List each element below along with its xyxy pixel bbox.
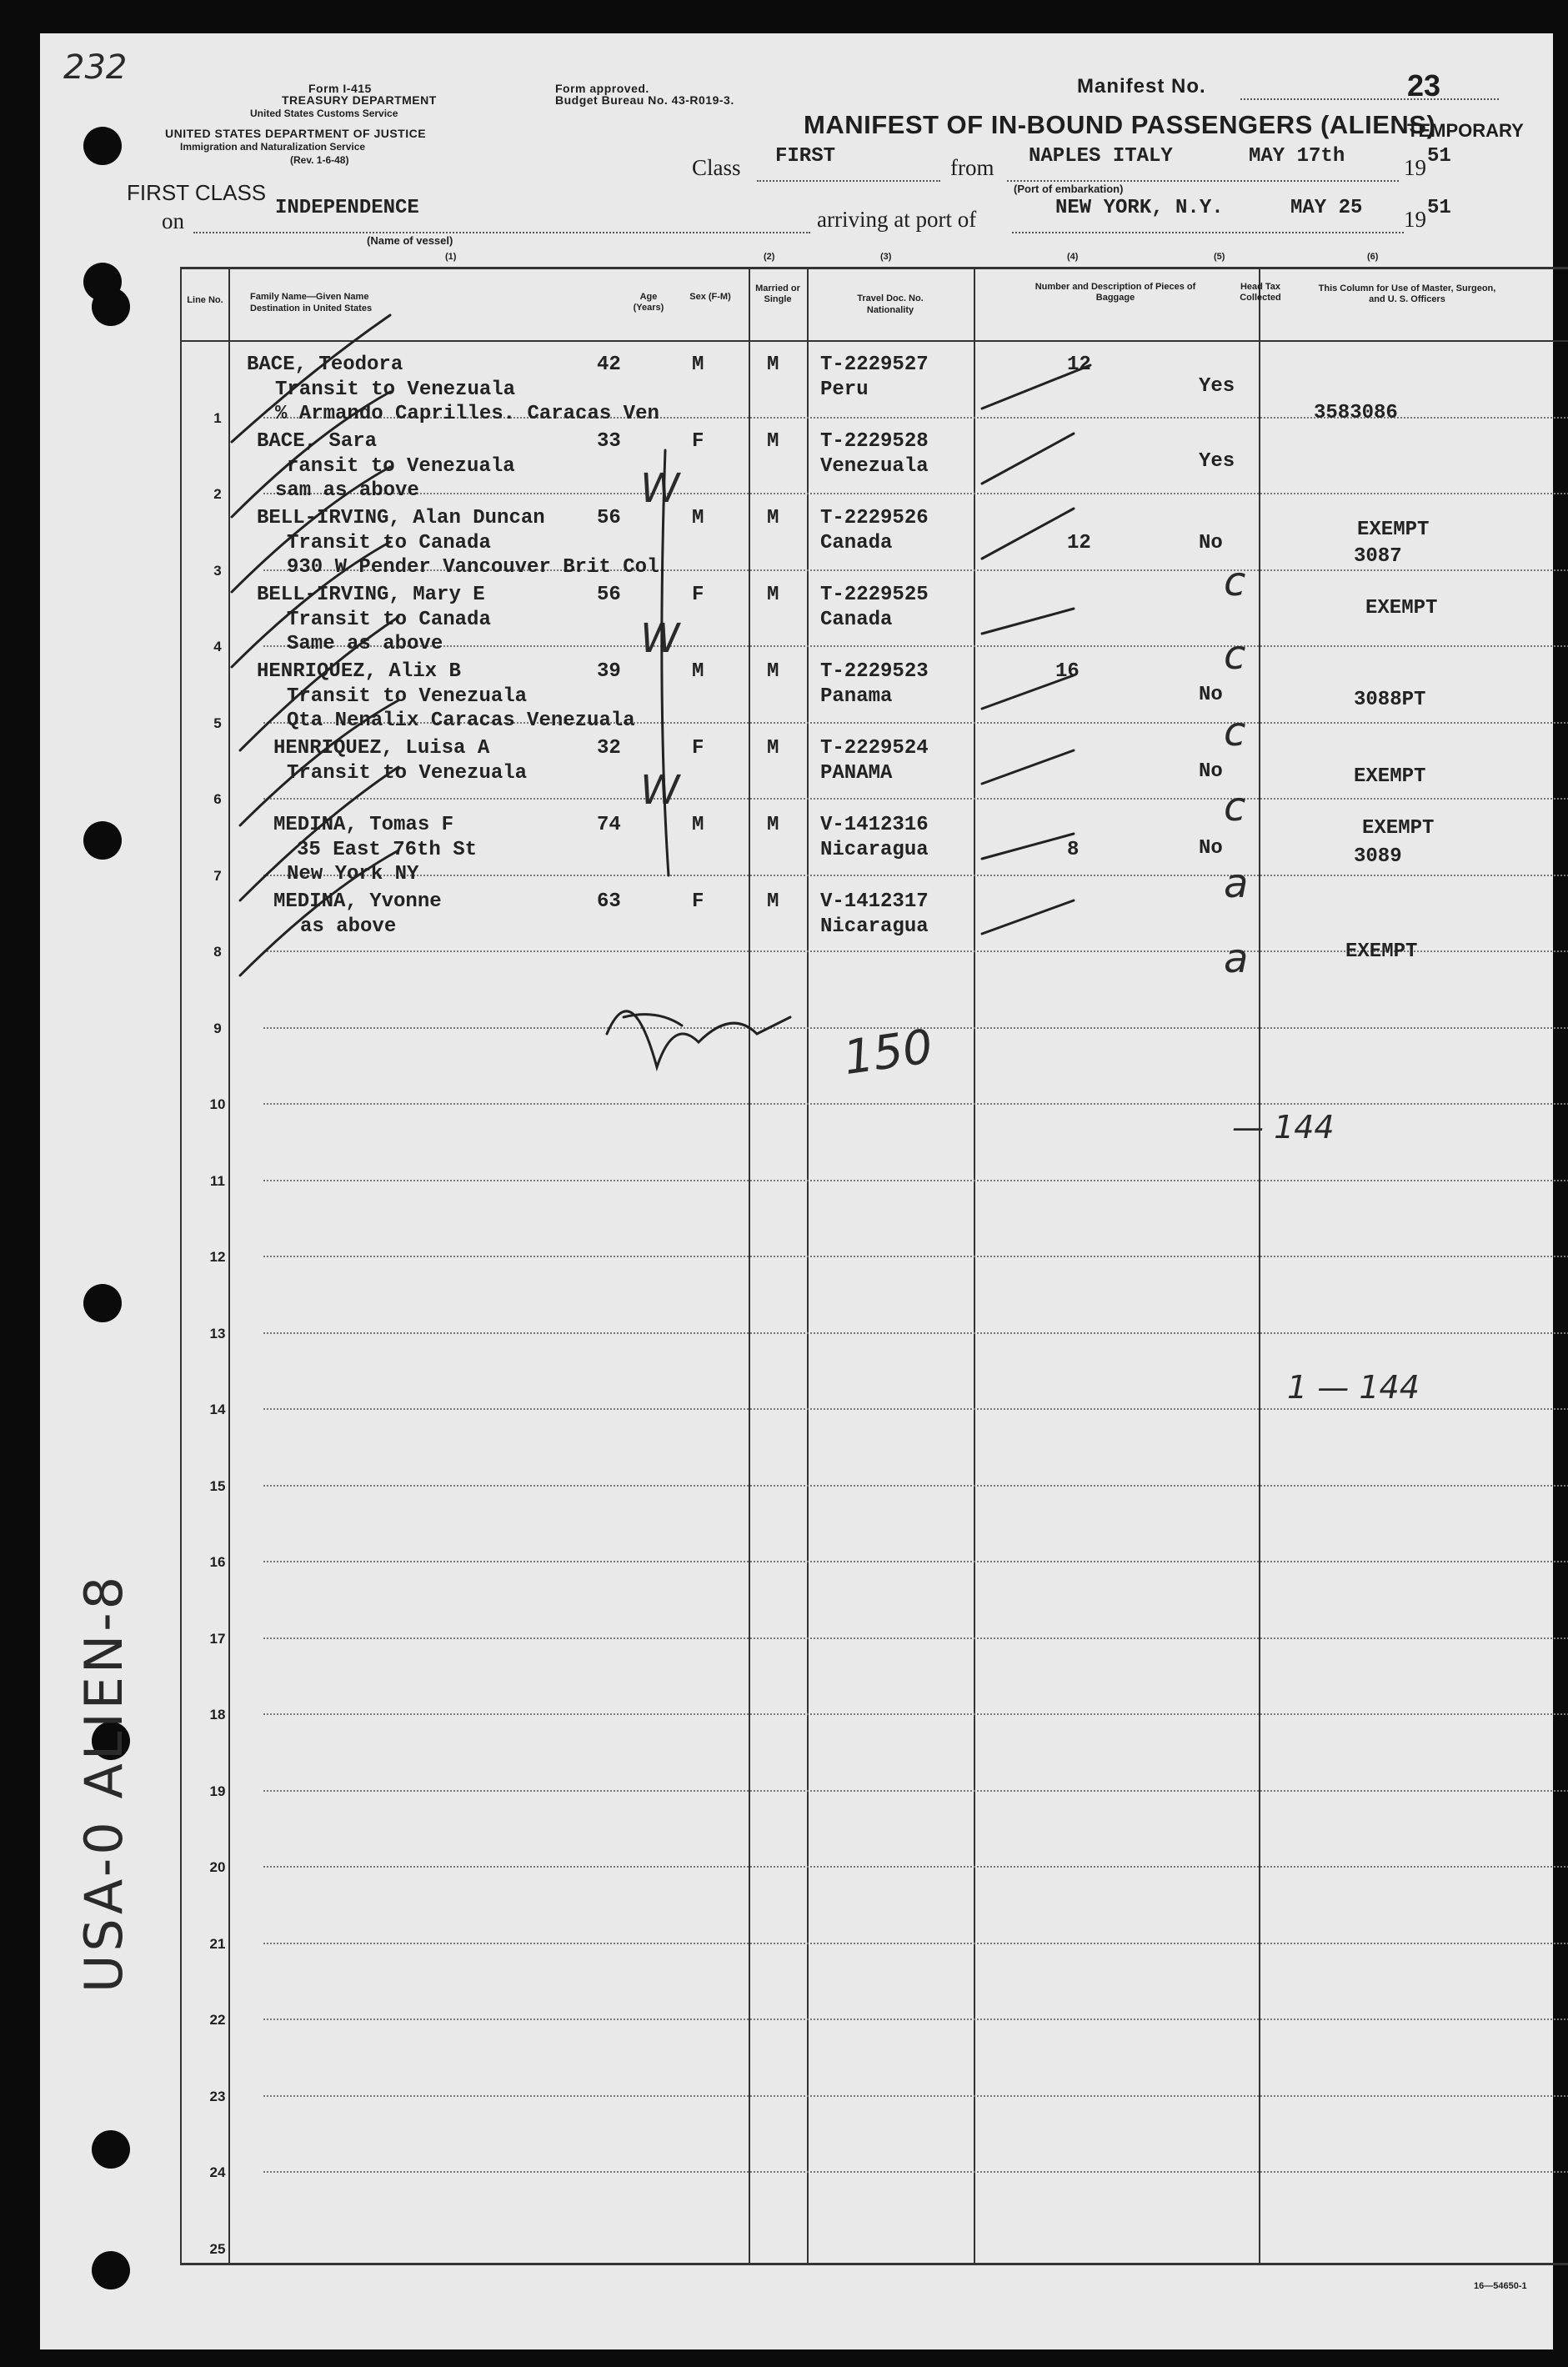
class-value: FIRST — [775, 145, 836, 168]
vessel-name: INDEPENDENCE — [275, 197, 419, 219]
form-id: Form I-415 — [308, 82, 372, 95]
line-number: 11 — [210, 1173, 225, 1189]
officer-note: EXEMPT — [1362, 817, 1435, 840]
passenger-age: 39 — [597, 660, 621, 683]
passenger-age: 63 — [597, 890, 621, 913]
manifest-no-label: Manifest No. — [1077, 75, 1206, 98]
row-line — [263, 1943, 1568, 1944]
binder-hole — [92, 2130, 130, 2169]
binder-hole — [92, 2251, 130, 2289]
passenger-name: BELL-IRVING, Alan Duncan — [257, 507, 545, 529]
passenger-marital: M — [767, 354, 779, 376]
row-line — [263, 1256, 1568, 1257]
form-revision: (Rev. 1-6-48) — [290, 154, 349, 166]
line-number: 17 — [209, 1631, 226, 1647]
table-bottom-border — [180, 2263, 1568, 2265]
passenger-nationality: Canada — [820, 609, 893, 631]
tax-mark-c: c — [1224, 632, 1246, 679]
handwritten-strokes — [40, 33, 1553, 1117]
officer-note: 3583086 — [1314, 402, 1398, 424]
passenger-address: 930 W Pender Vancouver Brit Col — [287, 556, 659, 579]
passenger-sex: M — [692, 660, 704, 683]
row-line — [263, 1866, 1568, 1868]
passenger-name: BACE, Teodora — [247, 354, 403, 376]
col-num-5: (5) — [1214, 252, 1225, 262]
manifest-title: MANIFEST OF IN-BOUND PASSENGERS (ALIENS) — [804, 110, 1436, 139]
on-label: on — [162, 208, 184, 233]
budget-bureau: Budget Bureau No. 43-R019-3. — [555, 93, 734, 107]
line-number: 9 — [213, 1021, 222, 1036]
line-number: 5 — [213, 715, 222, 731]
line-number: 21 — [209, 1936, 226, 1952]
row-line — [263, 1485, 1568, 1487]
passenger-destination: 35 East 76th St — [297, 839, 478, 861]
header-destination: Destination in United States — [250, 303, 373, 313]
passenger-age: 33 — [597, 430, 621, 453]
header-married: Married or Single — [755, 283, 800, 304]
header-head-tax: Head Tax Collected — [1240, 282, 1281, 303]
year-prefix: 19 — [1404, 155, 1426, 180]
arrival-date: MAY 25 — [1290, 197, 1363, 219]
line-number: 19 — [209, 1783, 226, 1799]
departure-date: MAY 17th — [1249, 145, 1345, 168]
tax-mark-a: a — [1224, 860, 1249, 907]
passenger-head-tax: No — [1199, 684, 1223, 706]
officer-note: EXEMPT — [1365, 597, 1438, 619]
justice-dept: UNITED STATES DEPARTMENT OF JUSTICE — [165, 127, 427, 140]
officer-note: 3087 — [1354, 545, 1402, 568]
header-officers: This Column for Use of Master, Surgeon, and U. S. Officers — [1318, 283, 1496, 304]
passenger-nationality: Panama — [820, 685, 893, 708]
passenger-head-tax: Yes — [1199, 375, 1235, 398]
officer-note: 3089 — [1354, 845, 1402, 868]
passenger-age: 32 — [597, 737, 621, 760]
header-travel-doc: Travel Doc. No. — [857, 293, 924, 303]
line-number: 7 — [213, 868, 222, 884]
passenger-marital: M — [767, 737, 779, 760]
officer-note: EXEMPT — [1357, 519, 1430, 541]
passenger-name: HENRIQUEZ, Luisa A — [273, 737, 490, 760]
line-number: 13 — [209, 1326, 226, 1341]
ins-service: Immigration and Naturalization Service — [180, 141, 366, 153]
manifest-sheet — [40, 33, 1553, 2349]
passenger-head-tax: No — [1199, 837, 1223, 860]
row-line — [263, 1408, 1568, 1410]
col-num-2: (2) — [764, 252, 775, 262]
temporary-label: TEMPORARY — [1407, 120, 1524, 141]
first-class-label: FIRST CLASS — [127, 180, 267, 205]
passenger-baggage: 8 — [1067, 839, 1080, 861]
passenger-sex: M — [692, 814, 704, 836]
passenger-destination: Transit to Venezuala — [287, 762, 528, 785]
header-nationality: Nationality — [866, 305, 914, 315]
passenger-address: Qta Nenalix Caracas Venezuala — [287, 710, 635, 732]
line-number: 6 — [213, 791, 222, 807]
treasury-dept: TREASURY DEPARTMENT — [282, 93, 437, 107]
manifest-no-value: 23 — [1407, 68, 1441, 103]
passenger-count: 150 — [839, 1019, 936, 1086]
passenger-address: New York NY — [287, 863, 419, 885]
passenger-doc: T-2229528 — [820, 430, 929, 453]
passenger-age: 74 — [597, 814, 621, 836]
passenger-doc: V-1412316 — [820, 814, 929, 836]
passenger-name: HENRIQUEZ, Alix B — [257, 660, 461, 683]
line-number: 24 — [209, 2164, 226, 2180]
passenger-marital: M — [767, 660, 779, 683]
officer-note: 3088PT — [1354, 689, 1426, 711]
tax-mark-c: c — [1224, 784, 1246, 830]
passenger-nationality: Nicaragua — [820, 839, 929, 861]
form-approved: Form approved. — [555, 82, 649, 95]
passenger-age: 56 — [597, 584, 621, 606]
tax-mark-a: a — [1224, 935, 1249, 982]
passenger-name: MEDINA, Yvonne — [273, 890, 442, 913]
arrival-year: 51 — [1427, 197, 1451, 219]
side-note: USA-0 ALIEN-8 — [73, 1572, 134, 1993]
passenger-baggage: 12 — [1067, 532, 1091, 554]
line-number: 18 — [209, 1707, 226, 1723]
tax-mark-c: c — [1224, 709, 1246, 755]
passenger-doc: T-2229524 — [820, 737, 929, 760]
row-line — [263, 1561, 1568, 1562]
customs-service: United States Customs Service — [250, 108, 398, 119]
binder-hole — [83, 1284, 122, 1322]
line-number: 1 — [213, 410, 222, 426]
passenger-nationality: Canada — [820, 532, 893, 554]
officer-note: EXEMPT — [1354, 765, 1426, 788]
passenger-sex: F — [692, 890, 704, 913]
passenger-doc: T-2229523 — [820, 660, 929, 683]
arriving-label: arriving at port of — [817, 207, 977, 232]
passenger-age: 42 — [597, 354, 621, 376]
passenger-doc: T-2229525 — [820, 584, 929, 606]
line-number: 2 — [213, 486, 222, 502]
passenger-head-tax: No — [1199, 760, 1223, 783]
col-num-6: (6) — [1367, 252, 1379, 262]
col-num-1: (1) — [445, 252, 457, 262]
passenger-nationality: Peru — [820, 379, 869, 401]
tally-mark: 1 — 144 — [1287, 1369, 1420, 1406]
passenger-baggage: 12 — [1067, 354, 1091, 376]
line-number: 22 — [209, 2012, 226, 2028]
passenger-address: sam as above — [275, 479, 419, 502]
tax-mark-c: c — [1224, 559, 1246, 605]
passenger-nationality: Venezuala — [820, 455, 929, 478]
passenger-destination: Transit to Venezuala — [287, 685, 528, 708]
vessel-label: (Name of vessel) — [367, 234, 453, 247]
header-sex: Sex (F-M) — [689, 292, 731, 302]
line-number: 16 — [209, 1554, 226, 1570]
passenger-head-tax: Yes — [1199, 450, 1235, 473]
passenger-marital: M — [767, 584, 779, 606]
header-age: Age (Years) — [633, 292, 664, 313]
passenger-destination: Transit to Venezuala — [275, 379, 516, 401]
passenger-sex: F — [692, 430, 704, 453]
passenger-sex: F — [692, 737, 704, 760]
passenger-name: BACE, Sara — [257, 430, 378, 453]
passenger-name: BELL-IRVING, Mary E — [257, 584, 485, 606]
officer-note: EXEMPT — [1345, 940, 1418, 963]
tally-mark: — 144 — [1232, 1109, 1335, 1146]
passenger-address: % Armando Caprilles. Caracas Ven — [275, 403, 659, 425]
from-label: from — [950, 155, 994, 180]
row-line — [263, 1637, 1568, 1639]
row-line — [263, 1332, 1568, 1334]
passenger-marital: M — [767, 430, 779, 453]
row-line — [263, 1790, 1568, 1792]
passenger-destination: ransit to Venezuala — [287, 455, 515, 478]
col-num-3: (3) — [880, 252, 892, 262]
passenger-baggage: 16 — [1055, 660, 1080, 683]
header-family-name: Family Name—Given Name — [250, 292, 369, 302]
line-number: 23 — [209, 2089, 226, 2104]
line-number: 25 — [209, 2241, 226, 2257]
passenger-nationality: PANAMA — [820, 762, 893, 785]
line-number: 12 — [209, 1249, 226, 1265]
embarkation-label: (Port of embarkation) — [1014, 183, 1124, 195]
passenger-marital: M — [767, 890, 779, 913]
arrival-port: NEW YORK, N.Y. — [1055, 197, 1224, 219]
departure-year: 51 — [1427, 145, 1451, 168]
passenger-nationality: Nicaragua — [820, 915, 929, 938]
passenger-destination: Transit to Canada — [287, 532, 491, 554]
passenger-marital: M — [767, 507, 779, 529]
passenger-name: MEDINA, Tomas F — [273, 814, 454, 836]
col-num-4: (4) — [1067, 252, 1079, 262]
passenger-address: Same as above — [287, 633, 443, 655]
inspector-mark-w: W — [640, 615, 680, 662]
line-number: 8 — [213, 944, 222, 960]
line-number: 14 — [209, 1402, 226, 1417]
row-line — [263, 2018, 1568, 2020]
embarkation-port: NAPLES ITALY — [1029, 145, 1173, 168]
passenger-doc: T-2229526 — [820, 507, 929, 529]
line-number: 3 — [213, 563, 222, 579]
inspector-mark-w: W — [640, 767, 680, 814]
row-line — [263, 1713, 1568, 1715]
header-line-no: Line No. — [187, 295, 223, 305]
row-line — [263, 2095, 1568, 2097]
passenger-sex: F — [692, 584, 704, 606]
passenger-sex: M — [692, 507, 704, 529]
passenger-doc: V-1412317 — [820, 890, 929, 913]
passenger-doc: T-2229527 — [820, 354, 929, 376]
passenger-sex: M — [692, 354, 704, 376]
row-line — [263, 1180, 1568, 1181]
passenger-destination: as above — [300, 915, 397, 938]
passenger-marital: M — [767, 814, 779, 836]
passenger-age: 56 — [597, 507, 621, 529]
header-baggage: Number and Description of Pieces of Baggage — [1034, 282, 1196, 303]
year-prefix-2: 19 — [1404, 207, 1426, 232]
line-number: 4 — [213, 639, 222, 654]
line-number: 20 — [209, 1859, 226, 1875]
inspector-mark-w: W — [640, 465, 680, 512]
row-line — [263, 2171, 1568, 2173]
footer-code: 16—54650-1 — [1474, 2281, 1527, 2291]
line-number: 15 — [209, 1478, 226, 1494]
passenger-destination: Transit to Canada — [287, 609, 491, 631]
passenger-head-tax: No — [1199, 532, 1223, 554]
corner-number: 232 — [63, 48, 128, 87]
class-label: Class — [692, 155, 741, 180]
line-number: 10 — [209, 1096, 226, 1112]
